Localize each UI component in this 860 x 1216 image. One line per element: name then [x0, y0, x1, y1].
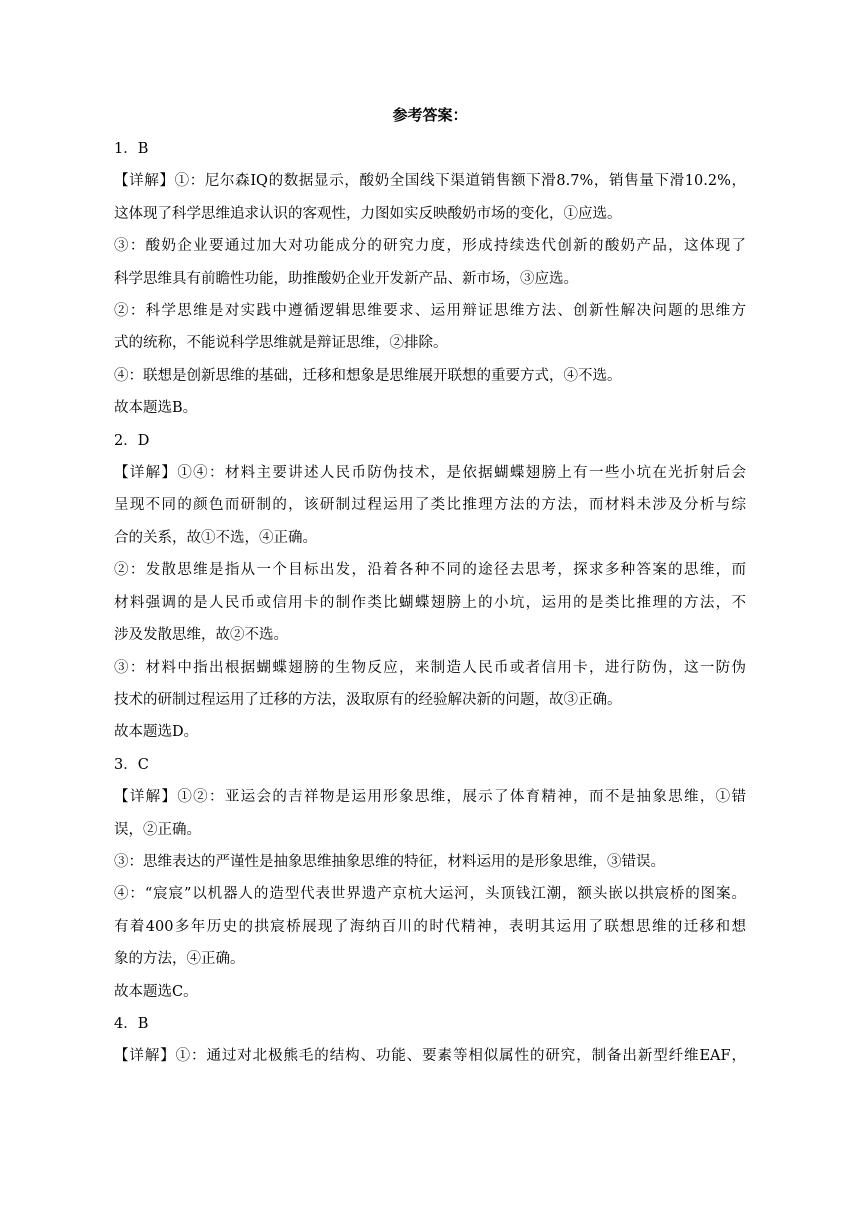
answer-content — [114, 133, 746, 1073]
explanation-line: 故本题选C。 — [114, 983, 198, 1000]
explanation-line: 技术的研制过程运用了迁移的方法，汲取原有的经验解决新的问题，故③正确。 — [114, 691, 622, 708]
explanation-line: ②：科学思维是对实践中遵循逻辑思维要求、运用辩证思维方法、创新性解决问题的思维方 — [114, 303, 746, 320]
answer-page — [114, 100, 746, 1073]
explanation-line: 故本题选D。 — [114, 724, 199, 741]
explanation-line: 误，②正确。 — [114, 821, 201, 838]
page-title: 参考答案： — [392, 106, 468, 124]
explanation-line: ③：材料中指出根据蝴蝶翅膀的生物反应，来制造人民币或者信用卡，进行防伪，这一防伪 — [114, 659, 746, 676]
question-number: 1．B — [114, 141, 149, 157]
explanation-line: ③：思维表达的严谨性是抽象思维抽象思维的特征，材料运用的是形象思维，③错误。 — [114, 853, 665, 870]
explanation-line: ③：酸奶企业要通过加大对功能成分的研究力度，形成持续迭代创新的酸奶产品，这体现了 — [114, 238, 746, 255]
question-number: 4．B — [114, 1015, 149, 1032]
question-number: 3．C — [114, 756, 149, 773]
explanation-line: 式的统称，不能说科学思维就是辩证思维，②排除。 — [114, 335, 448, 352]
explanation-line: 合的关系，故①不选，④正确。 — [114, 529, 317, 546]
explanation-line: 故本题选B。 — [114, 400, 198, 417]
explanation-line: 涉及发散思维，故②不选。 — [114, 627, 288, 644]
explanation-line: 【详解】①：尼尔森IQ的数据显示，酸奶全国线下渠道销售额下滑8.7%，销售量下滑10.2%， — [114, 173, 746, 190]
explanation-line: ④：“宸宸”以机器人的造型代表世界遗产京杭大运河，头顶钱江潮，额头嵌以拱宸桥的图案。 — [114, 886, 746, 903]
explanation-line: 材料强调的是人民币或信用卡的制作类比蝴蝶翅膀上的小坑，运用的是类比推理的方法，不 — [114, 594, 746, 611]
explanation-line: 【详解】①④：材料主要讲述人民币防伪技术，是依据蝴蝶翅膀上有一些小坑在光折射后会 — [114, 465, 746, 482]
explanation-line: 象的方法，④正确。 — [114, 951, 245, 968]
explanation-line: 呈现不同的颜色而研制的，该研制过程运用了类比推理方法的方法，而材料未涉及分析与综 — [114, 497, 746, 514]
explanation-line: 科学思维具有前瞻性功能，助推酸奶企业开发新产品、新市场，③应选。 — [114, 270, 578, 287]
explanation-line: 这体现了科学思维追求认识的客观性，力图如实反映酸奶市场的变化，①应选。 — [114, 205, 622, 222]
explanation-line: 有着400多年历史的拱宸桥展现了海纳百川的时代精神，表明其运用了联想思维的迁移和想 — [114, 918, 746, 935]
explanation-line: ②：发散思维是指从一个目标出发，沿着各种不同的途径去思考，探求多种答案的思维，而 — [114, 562, 746, 579]
explanation-line: ④：联想是创新思维的基础，迁移和想象是思维展开联想的重要方式，④不选。 — [114, 367, 622, 384]
explanation-line: 【详解】①：通过对北极熊毛的结构、功能、要素等相似属性的研究，制备出新型纤维EAF， — [114, 1048, 746, 1065]
explanation-line: 【详解】①②：亚运会的吉祥物是运用形象思维，展示了体育精神，而不是抽象思维，①错 — [114, 789, 746, 806]
question-number: 2．D — [114, 432, 150, 449]
